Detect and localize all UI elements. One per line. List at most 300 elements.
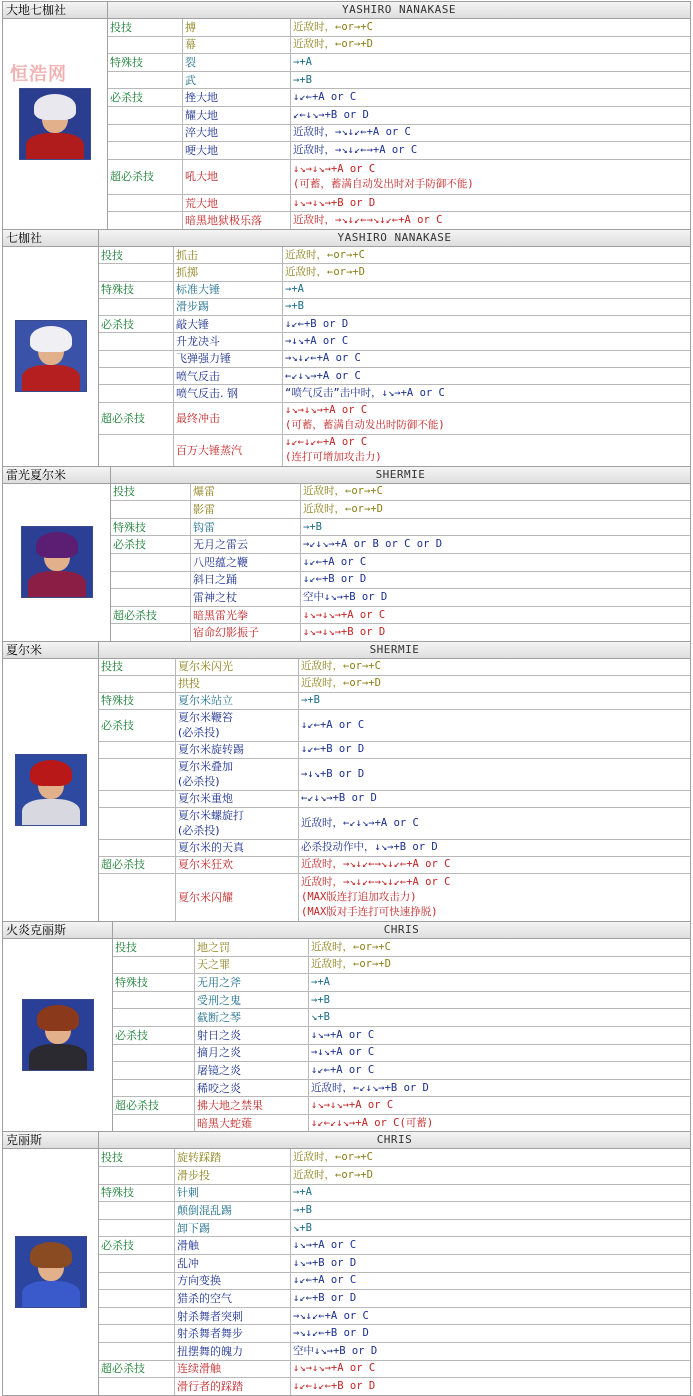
move-command-line: ↓↘→+B or D bbox=[293, 1256, 357, 1269]
move-command bbox=[299, 759, 690, 790]
move-name-line: 无月之雷云 bbox=[193, 538, 248, 552]
move-category: 必杀技 bbox=[99, 710, 176, 741]
move-name-line: 夏尔米鞭笞 bbox=[178, 711, 233, 725]
portrait-image bbox=[15, 320, 87, 392]
character-portrait bbox=[3, 1149, 99, 1394]
move-command bbox=[309, 1027, 690, 1044]
move-name bbox=[174, 333, 283, 349]
move-row bbox=[111, 484, 690, 502]
move-command-line: ↓↘→↓↘→+A or C bbox=[303, 608, 386, 621]
move-row bbox=[108, 19, 690, 37]
move-name bbox=[175, 1361, 291, 1378]
move-category bbox=[99, 351, 174, 367]
move-category bbox=[99, 676, 176, 692]
move-command-line: 近敌时，←↙↓↘→+B or D bbox=[311, 1081, 429, 1094]
move-category bbox=[111, 554, 191, 571]
move-name-line: 夏尔米重炮 bbox=[178, 792, 233, 806]
move-command bbox=[291, 1255, 690, 1272]
move-command bbox=[309, 1115, 690, 1132]
move-row bbox=[99, 264, 690, 281]
move-command bbox=[291, 37, 690, 54]
move-name-line: 乱冲 bbox=[177, 1256, 199, 1270]
move-name-line: 抓击 bbox=[176, 248, 198, 262]
move-row bbox=[108, 125, 690, 143]
move-command bbox=[309, 1009, 690, 1026]
move-name bbox=[174, 299, 283, 315]
move-row bbox=[99, 1325, 690, 1343]
character-name-en: YASHIRO NANAKASE bbox=[337, 230, 452, 244]
move-row bbox=[99, 1343, 690, 1361]
move-name bbox=[175, 1290, 291, 1307]
move-category: 超必杀技 bbox=[111, 607, 191, 624]
move-name-line: 针刺 bbox=[177, 1186, 199, 1200]
move-command bbox=[291, 107, 690, 124]
move-name bbox=[174, 435, 283, 466]
move-row bbox=[113, 1097, 690, 1115]
move-name-line: 夏尔米闪光 bbox=[178, 660, 233, 674]
move-name bbox=[191, 519, 301, 536]
move-category bbox=[99, 333, 174, 349]
move-name bbox=[195, 1027, 309, 1044]
move-command bbox=[283, 333, 690, 349]
move-name bbox=[195, 1062, 309, 1079]
move-name bbox=[195, 939, 309, 956]
move-name bbox=[195, 957, 309, 974]
character-section bbox=[2, 642, 691, 922]
move-command-line: →↓↘+B or D bbox=[301, 767, 365, 780]
move-command bbox=[291, 54, 690, 71]
character-name-cn: 大地七枷社 bbox=[3, 2, 108, 18]
move-command-line: (MAX版对手连打可快速挣脱) bbox=[301, 905, 438, 918]
character-section bbox=[2, 230, 691, 467]
move-name-line: 拱投 bbox=[178, 677, 200, 691]
move-name-line: 截断之琴 bbox=[197, 1011, 241, 1025]
move-command bbox=[283, 385, 690, 401]
move-name-line: 连续滑触 bbox=[177, 1362, 221, 1376]
move-category: 必杀技 bbox=[113, 1027, 195, 1044]
move-category: 必杀技 bbox=[108, 89, 183, 106]
move-command-line: ↓↘→↓↘→+A or C bbox=[293, 162, 376, 175]
move-category bbox=[108, 37, 183, 54]
move-row bbox=[99, 659, 690, 676]
move-row bbox=[108, 142, 690, 160]
move-name-line: 喷气反击 bbox=[176, 369, 220, 383]
move-name bbox=[174, 385, 283, 401]
move-command-line: 近敌时，←or→+D bbox=[293, 1168, 373, 1181]
move-category bbox=[99, 1167, 175, 1184]
move-name bbox=[183, 89, 291, 106]
move-command bbox=[299, 840, 690, 856]
move-category bbox=[99, 368, 174, 384]
move-command bbox=[291, 1185, 690, 1202]
move-category: 超必杀技 bbox=[99, 403, 174, 434]
move-command-line: ↙←↓↘→+B or D bbox=[293, 108, 369, 121]
move-name-line: 夏尔米旋转踢 bbox=[178, 743, 244, 757]
move-name bbox=[183, 212, 291, 229]
move-name bbox=[183, 107, 291, 124]
move-command-line: ↓↘→↓↘→+A or C bbox=[311, 1099, 394, 1112]
move-command-line: 近敌时，←or→+D bbox=[311, 958, 391, 971]
move-name-line: 颠倒混乱踢 bbox=[177, 1204, 232, 1218]
move-command bbox=[299, 693, 690, 709]
move-name bbox=[175, 1237, 291, 1254]
move-command-line: ↓↘→↓↘→+B or D bbox=[293, 196, 376, 209]
portrait-image bbox=[21, 526, 93, 598]
move-name-line: 屠镜之炎 bbox=[197, 1063, 241, 1077]
move-row bbox=[99, 1220, 690, 1238]
move-row bbox=[108, 195, 690, 213]
move-command-line: →↘↓↙←+B or D bbox=[293, 1327, 369, 1340]
move-name-line: 爆雷 bbox=[193, 485, 215, 499]
move-command bbox=[283, 435, 690, 466]
character-portrait bbox=[3, 659, 99, 921]
move-name-line: 喷气反击. 钢 bbox=[176, 386, 238, 400]
move-command-line: ↓↘→+A or C bbox=[293, 1239, 357, 1252]
move-name bbox=[191, 624, 301, 641]
move-command bbox=[291, 160, 690, 194]
move-row bbox=[99, 1273, 690, 1291]
move-name bbox=[176, 742, 299, 758]
move-row bbox=[108, 72, 690, 90]
move-command-line: ↓↘→+A or C bbox=[311, 1028, 375, 1041]
move-name bbox=[191, 572, 301, 589]
move-command-line: 近敌时，→↘↓↙←→↘↓↙←+A or C bbox=[301, 875, 451, 888]
move-row bbox=[108, 107, 690, 125]
move-name-line: 地之罚 bbox=[197, 940, 230, 954]
move-command-line: “喷气反击”击中时，↓↘→+A or C bbox=[285, 386, 445, 399]
move-row bbox=[113, 939, 690, 957]
character-name-cn: 火炎克丽斯 bbox=[3, 922, 113, 938]
move-command bbox=[291, 1343, 690, 1360]
move-category bbox=[99, 299, 174, 315]
move-name-line: 方向变换 bbox=[177, 1274, 221, 1288]
section-header bbox=[3, 230, 690, 247]
move-row bbox=[99, 1378, 690, 1395]
move-row bbox=[113, 1045, 690, 1063]
move-command-line: ↓↙←+A or C bbox=[311, 1063, 375, 1076]
move-name-line: 摘月之炎 bbox=[197, 1046, 241, 1060]
move-name-line: 暗黑雷光拳 bbox=[193, 608, 248, 622]
move-command bbox=[299, 676, 690, 692]
move-command bbox=[283, 264, 690, 280]
move-name-line: 夏尔米闪耀 bbox=[178, 890, 233, 904]
move-command bbox=[301, 536, 690, 553]
move-name bbox=[176, 676, 299, 692]
move-command-line: 近敌时，→↘↓↙←→↘↓↙←+A or C bbox=[301, 858, 451, 871]
move-command bbox=[291, 89, 690, 106]
move-row bbox=[113, 974, 690, 992]
move-name-line: 裂 bbox=[185, 55, 196, 69]
portrait-image bbox=[22, 999, 94, 1071]
move-row bbox=[108, 89, 690, 107]
move-category: 特殊技 bbox=[108, 54, 183, 71]
move-command-line: ↓↙←+B or D bbox=[285, 317, 349, 330]
move-category: 特殊技 bbox=[99, 693, 176, 709]
move-command-line: 近敌时，←or→+C bbox=[293, 20, 373, 33]
move-category: 投技 bbox=[113, 939, 195, 956]
move-name-line: 卸下踢 bbox=[177, 1221, 210, 1235]
move-row bbox=[108, 37, 690, 55]
move-command-line: →+A bbox=[293, 1186, 312, 1199]
move-command-line: ↓↘→↓↘→+B or D bbox=[303, 626, 386, 639]
move-name-line: 夏尔米的天真 bbox=[178, 841, 244, 855]
move-command-line: →+B bbox=[311, 993, 330, 1006]
move-command-line: ←↙↓↘→+B or D bbox=[301, 792, 377, 805]
move-category bbox=[99, 1308, 175, 1325]
move-name-line: 猎杀的空气 bbox=[177, 1292, 232, 1306]
move-category bbox=[99, 1255, 175, 1272]
move-command bbox=[291, 195, 690, 212]
move-row bbox=[99, 385, 690, 402]
move-name-line: 滑步踢 bbox=[176, 300, 209, 314]
move-name bbox=[191, 589, 301, 606]
move-category bbox=[99, 1343, 175, 1360]
move-command-line: →↘↓↙←+A or C bbox=[285, 352, 361, 365]
move-name bbox=[175, 1255, 291, 1272]
move-category bbox=[111, 624, 191, 641]
move-category bbox=[108, 142, 183, 159]
move-category bbox=[111, 572, 191, 589]
move-command-line: →↘↓↙←+A or C bbox=[293, 1309, 369, 1322]
move-name-line: 幕 bbox=[185, 38, 196, 52]
move-command-line: (连打可增加攻击力) bbox=[285, 451, 382, 464]
move-category bbox=[99, 1202, 175, 1219]
move-name-line: 夏尔米站立 bbox=[178, 694, 233, 708]
move-command-line: ↓↙←+A or C bbox=[293, 1274, 357, 1287]
move-row bbox=[113, 1009, 690, 1027]
move-name-line: 暗黑地狱极乐落 bbox=[185, 214, 262, 228]
move-command-line: (可蓄，蓄满自动发出时对手防御不能) bbox=[293, 177, 474, 190]
move-row bbox=[99, 316, 690, 333]
move-command-line: 近敌时，←or→+C bbox=[285, 248, 365, 261]
move-command-line: 空中↓↘→+B or D bbox=[303, 590, 388, 603]
move-category bbox=[99, 1325, 175, 1342]
move-name bbox=[183, 19, 291, 36]
move-row bbox=[99, 1255, 690, 1273]
move-name-line: 射杀舞者突刺 bbox=[177, 1309, 243, 1323]
move-row bbox=[111, 572, 690, 590]
move-command-line: →+B bbox=[301, 694, 320, 707]
move-name-line: 搏 bbox=[185, 20, 196, 34]
move-name-line: 射日之炎 bbox=[197, 1028, 241, 1042]
move-name-line: 百万大锤蒸汽 bbox=[176, 443, 242, 457]
move-name-line: 滑步投 bbox=[177, 1168, 210, 1182]
move-name bbox=[174, 247, 283, 263]
move-row bbox=[111, 607, 690, 625]
move-category: 超必杀技 bbox=[113, 1097, 195, 1114]
move-command-line: ↓↙←↓↙←+A or C bbox=[285, 436, 368, 449]
move-name bbox=[176, 759, 299, 790]
move-name bbox=[183, 54, 291, 71]
move-row bbox=[108, 160, 690, 195]
move-row bbox=[99, 435, 690, 466]
move-category bbox=[99, 385, 174, 401]
move-category bbox=[108, 125, 183, 142]
move-row bbox=[99, 333, 690, 350]
move-name-line: 滑行者的踩踏 bbox=[177, 1380, 243, 1393]
move-command-line: →+B bbox=[293, 1204, 312, 1217]
move-row bbox=[99, 1308, 690, 1326]
move-category: 特殊技 bbox=[99, 282, 174, 298]
move-command-line: 近敌时，→↘↓↙←→+A or C bbox=[293, 143, 418, 156]
move-category bbox=[111, 589, 191, 606]
move-row bbox=[99, 759, 690, 791]
move-name-line: 淬大地 bbox=[185, 126, 218, 140]
move-command bbox=[299, 659, 690, 675]
move-row bbox=[99, 1237, 690, 1255]
move-name-line: 最终冲击 bbox=[176, 411, 220, 425]
move-name bbox=[183, 72, 291, 89]
move-command-line: →+A bbox=[311, 975, 330, 988]
move-command-line: →↙↓↘→+A or B or C or D bbox=[303, 538, 443, 551]
character-name-en: CHRIS bbox=[383, 922, 420, 936]
move-command bbox=[301, 484, 690, 501]
move-name bbox=[176, 659, 299, 675]
move-command bbox=[309, 939, 690, 956]
character-name-cn: 克丽斯 bbox=[3, 1132, 99, 1148]
move-category bbox=[113, 1009, 195, 1026]
move-category: 投技 bbox=[99, 1149, 175, 1166]
move-command-line: 空中↓↘→+B or D bbox=[293, 1344, 378, 1357]
move-command bbox=[291, 1378, 690, 1395]
portrait-image bbox=[15, 754, 87, 826]
move-row bbox=[99, 351, 690, 368]
move-command-line: ↓↙←+A or C bbox=[303, 555, 367, 568]
move-command bbox=[291, 212, 690, 229]
character-section bbox=[2, 922, 691, 1133]
character-name-en: SHERMIE bbox=[369, 642, 420, 656]
move-name-line: 哽大地 bbox=[185, 143, 218, 157]
move-command-line: ↓↙←+B or D bbox=[301, 743, 365, 756]
move-command-line: →+B bbox=[285, 300, 304, 313]
move-command bbox=[301, 554, 690, 571]
character-name-en: SHERMIE bbox=[375, 467, 426, 481]
move-row bbox=[99, 1167, 690, 1185]
section-header bbox=[3, 922, 690, 939]
move-name bbox=[175, 1149, 291, 1166]
move-command-line: 近敌时，→↘↓↙←+A or C bbox=[293, 126, 411, 139]
move-category bbox=[99, 791, 176, 807]
move-command-line: ↘+B bbox=[311, 1011, 330, 1024]
move-name-line: 夏尔米狂欢 bbox=[178, 858, 233, 872]
move-command bbox=[291, 142, 690, 159]
move-name bbox=[191, 536, 301, 553]
move-name bbox=[195, 1115, 309, 1132]
move-name bbox=[176, 874, 299, 921]
move-command-line: ↓↙←+B or D bbox=[293, 1292, 357, 1305]
move-row bbox=[99, 710, 690, 742]
move-command bbox=[291, 1361, 690, 1378]
move-name-line: 扭摆舞的魄力 bbox=[177, 1344, 243, 1358]
move-category bbox=[99, 759, 176, 790]
move-category bbox=[99, 840, 176, 856]
section-header bbox=[3, 2, 690, 19]
move-command-line: (可蓄，蓄满自动发出时防御不能) bbox=[285, 419, 445, 432]
move-name-line: 武 bbox=[185, 73, 196, 87]
move-name-line: 钩雷 bbox=[193, 520, 215, 534]
move-row bbox=[99, 791, 690, 808]
move-command bbox=[309, 957, 690, 974]
move-command bbox=[283, 299, 690, 315]
move-row bbox=[111, 554, 690, 572]
move-category: 必杀技 bbox=[99, 316, 174, 332]
move-command bbox=[291, 1220, 690, 1237]
move-name bbox=[175, 1378, 291, 1395]
move-command-line: 近敌时，←or→+D bbox=[285, 265, 365, 278]
move-name bbox=[191, 501, 301, 518]
move-command-line: 近敌时，←or→+C bbox=[301, 660, 381, 673]
move-name-line: 荒大地 bbox=[185, 196, 218, 210]
move-command-line: 近敌时，→↘↓↙←→↘↓↙←+A or C bbox=[293, 214, 443, 227]
section-header bbox=[3, 1132, 690, 1149]
move-name-line: 八咫蕴之鞭 bbox=[193, 555, 248, 569]
move-category: 投技 bbox=[99, 247, 174, 263]
move-command bbox=[291, 1273, 690, 1290]
move-row bbox=[99, 693, 690, 710]
move-command bbox=[309, 992, 690, 1009]
move-row bbox=[111, 624, 690, 641]
move-command bbox=[301, 572, 690, 589]
move-name bbox=[176, 693, 299, 709]
move-command bbox=[283, 351, 690, 367]
move-name-line: 敲大锤 bbox=[176, 317, 209, 331]
move-category bbox=[108, 195, 183, 212]
move-name-line: 雷神之杖 bbox=[193, 590, 237, 604]
move-command-line: ↓↙←+A or C bbox=[301, 718, 365, 731]
move-command bbox=[299, 742, 690, 758]
character-section bbox=[2, 467, 691, 642]
move-category bbox=[113, 1080, 195, 1097]
move-row bbox=[113, 1062, 690, 1080]
move-name bbox=[191, 607, 301, 624]
move-category: 必杀技 bbox=[99, 1237, 175, 1254]
move-row bbox=[111, 501, 690, 519]
move-command-line: →↓↘+A or C bbox=[285, 335, 349, 348]
move-category bbox=[108, 107, 183, 124]
move-name-line: 无用之斧 bbox=[197, 975, 241, 989]
move-category: 超必杀技 bbox=[108, 160, 183, 194]
move-command bbox=[299, 857, 690, 873]
move-row bbox=[113, 957, 690, 975]
move-command-line: ↘+B bbox=[293, 1221, 312, 1234]
move-name-line: 滑触 bbox=[177, 1239, 199, 1253]
move-command bbox=[291, 125, 690, 142]
move-row bbox=[111, 519, 690, 537]
move-row bbox=[111, 536, 690, 554]
move-category bbox=[111, 501, 191, 518]
move-command bbox=[291, 1325, 690, 1342]
move-name-line: 影雷 bbox=[193, 503, 215, 516]
move-name bbox=[195, 974, 309, 991]
move-command bbox=[283, 403, 690, 434]
move-name-line: 拂大地之禁果 bbox=[197, 1099, 263, 1113]
move-command bbox=[299, 874, 690, 921]
move-name-line: 标准大锤 bbox=[176, 283, 220, 297]
move-name bbox=[175, 1185, 291, 1202]
move-name-line: 射杀舞者舞步 bbox=[177, 1327, 243, 1341]
move-name bbox=[195, 1080, 309, 1097]
move-row bbox=[99, 247, 690, 264]
move-category bbox=[108, 72, 183, 89]
move-name-line: 旋转踩踏 bbox=[177, 1151, 221, 1165]
character-portrait bbox=[3, 247, 99, 466]
move-command-line: 近敌时，←or→+C bbox=[303, 485, 383, 498]
move-row bbox=[99, 857, 690, 874]
move-category bbox=[99, 264, 174, 280]
move-row bbox=[99, 1185, 690, 1203]
move-name bbox=[175, 1325, 291, 1342]
move-name-line: 夏尔米叠加 bbox=[178, 760, 233, 774]
